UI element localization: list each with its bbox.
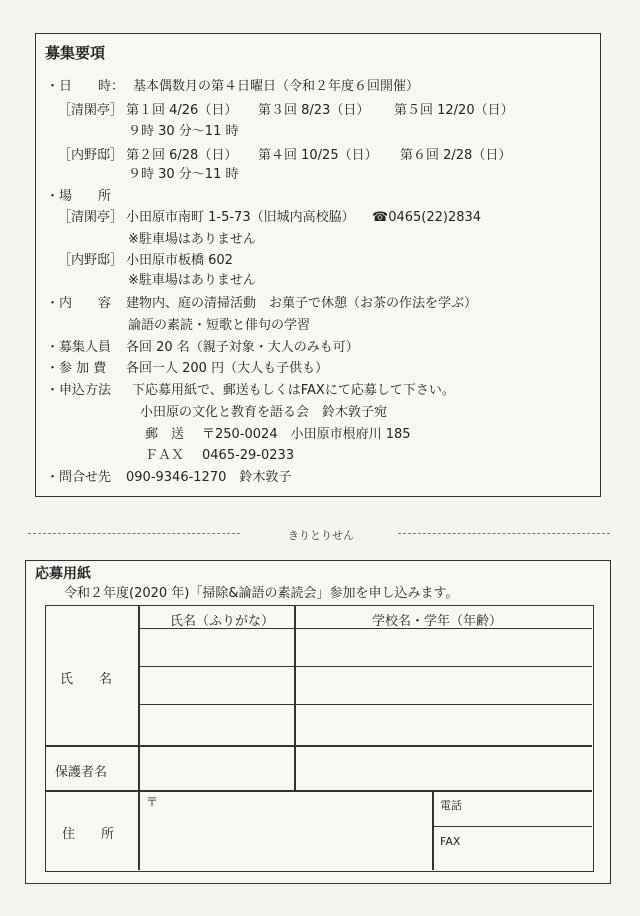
- date-value: 基本偶数月の第４日曜日（令和２年度６回開催）: [133, 79, 420, 94]
- uchino-time: ９時 30 分～11 時: [128, 167, 239, 182]
- content-line1: 建物内、庭の清掃活動 お菓子で休憩（お茶の作法を学ぶ）: [126, 296, 478, 311]
- phone-label: 電話: [440, 799, 462, 812]
- place1-address: 小田原市南町 1-5-73（旧城内高校脇）: [126, 210, 355, 225]
- capacity-value: 各回 20 名（親子対象・大人のみも可）: [126, 340, 359, 355]
- row-label-name: 氏 名: [60, 672, 113, 687]
- fax-input[interactable]: [434, 850, 591, 869]
- name-input-1[interactable]: [140, 629, 293, 665]
- place2-address: 小田原市板橋 602: [126, 253, 233, 268]
- cut-line-label: きりとりせん: [288, 529, 354, 542]
- cut-line-left: [28, 533, 240, 534]
- place1-phone: ☎0465(22)2834: [372, 210, 482, 225]
- organizer: 小田原の文化と教育を語る会 鈴木敦子宛: [140, 405, 388, 420]
- mail-label: 郵 送: [145, 427, 185, 442]
- phone-input[interactable]: [434, 810, 591, 825]
- place-label: ・場 所: [46, 189, 112, 204]
- form-statement: 令和２年度(2020 年)「掃除&論語の素読会」参加を申し込みます。: [64, 586, 459, 601]
- inquiry-label: ・問合せ先: [46, 470, 112, 485]
- form-heading: 応募用紙: [35, 566, 91, 582]
- guardian-name-input[interactable]: [140, 747, 293, 789]
- cut-line-right: [398, 533, 610, 534]
- address-input[interactable]: [140, 792, 430, 869]
- content-line2: 論語の素読・短歌と俳句の学習: [128, 318, 311, 333]
- place2-note: ※駐車場はありません: [128, 273, 256, 288]
- session-6: 第６回 2/28（日）: [400, 148, 512, 163]
- place1-tag: ［清閑亭］: [58, 210, 124, 225]
- seikan-time: ９時 30 分～11 時: [128, 124, 239, 139]
- fax-field-label: FAX: [440, 835, 461, 848]
- inquiry-value: 090-9346-1270 鈴木敦子: [126, 470, 292, 485]
- seikan-tag: ［清閑亭］: [58, 103, 124, 118]
- row-label-guardian: 保護者名: [55, 765, 108, 780]
- session-3: 第３回 8/23（日）: [258, 103, 370, 118]
- grid-h-names-end: [45, 745, 592, 747]
- grid-h-phone: [432, 826, 592, 827]
- school-input-1[interactable]: [296, 629, 591, 665]
- name-input-3[interactable]: [140, 705, 293, 744]
- school-input-3[interactable]: [296, 705, 591, 744]
- session-1: 第１回 4/26（日）: [126, 103, 238, 118]
- fax-label: ＦＡＸ: [145, 448, 185, 463]
- session-5: 第５回 12/20（日）: [394, 103, 514, 118]
- date-label: ・日 時：: [46, 79, 125, 94]
- mail-address: 〒250-0024 小田原市根府川 185: [202, 427, 411, 442]
- session-2: 第２回 6/28（日）: [126, 148, 238, 163]
- apply-label: ・申込方法: [46, 383, 112, 398]
- column-school-grade: 学校名・学年（年齢）: [372, 614, 503, 629]
- fax-number: 0465-29-0233: [202, 448, 295, 463]
- recruitment-heading: 募集要項: [45, 44, 106, 62]
- capacity-label: ・募集人員: [46, 340, 112, 355]
- postal-mark: 〒: [146, 795, 159, 809]
- uchino-tag: ［内野邸］: [58, 148, 124, 163]
- school-input-2[interactable]: [296, 667, 591, 703]
- name-input-2[interactable]: [140, 667, 293, 703]
- apply-value: 下応募用紙で、郵送もしくはFAXにて応募して下さい。: [132, 383, 455, 398]
- fee-label: ・参 加 費: [46, 361, 107, 376]
- content-label: ・内 容: [46, 296, 112, 311]
- session-4: 第４回 10/25（日）: [258, 148, 378, 163]
- place1-note: ※駐車場はありません: [128, 232, 256, 247]
- place2-tag: ［内野邸］: [58, 253, 124, 268]
- row-label-address: 住 所: [62, 827, 115, 842]
- fee-value: 各回一人 200 円（大人も子供も）: [126, 361, 329, 376]
- column-name-furigana: 氏名（ふりがな）: [170, 614, 275, 629]
